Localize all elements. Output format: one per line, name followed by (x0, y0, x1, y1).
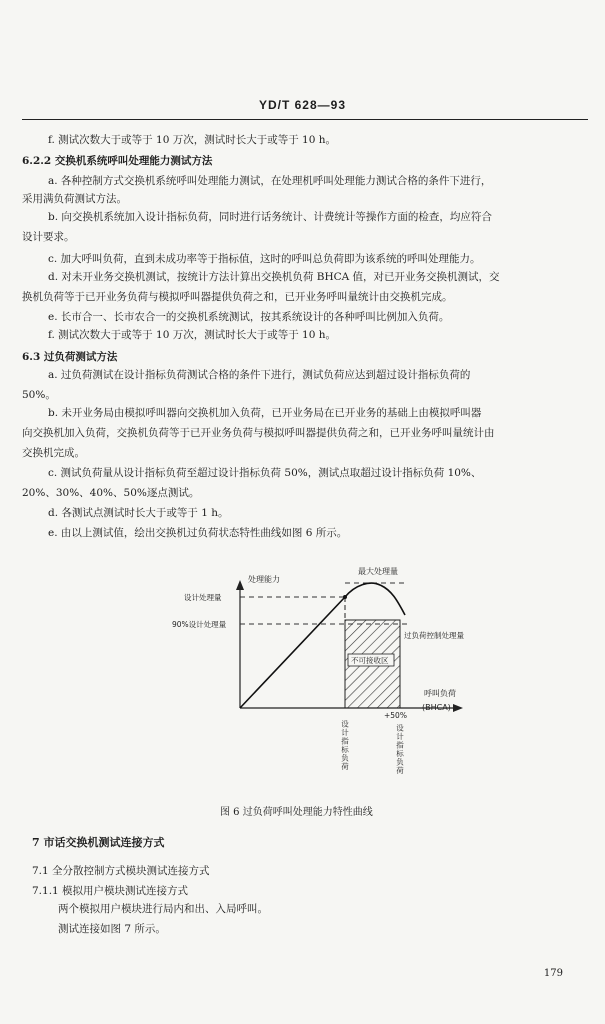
section-heading-7: 7 市话交换机测试连接方式 (32, 836, 165, 849)
para-line: 测试连接如图 7 所示。 (58, 923, 166, 935)
plus50-load-tick: 设计指标负荷 (395, 724, 405, 775)
design-load-tick: 设计指标负荷 (340, 720, 350, 771)
document-header: YD/T 628—93 (258, 98, 347, 112)
para-line: 向交换机加入负荷，交换机负荷等于已开业务负荷与模拟呼叫器提供负荷之和，已开业务呼叫量统计由 (22, 427, 495, 439)
y-axis-label: 处理能力 (248, 575, 280, 584)
y-axis-arrow-icon (236, 580, 244, 590)
para-line: 20%、30%、40%、50%逐点测试。 (22, 487, 200, 499)
section-heading-6-3: 6.3 过负荷测试方法 (22, 351, 118, 363)
para-line: 50%。 (22, 389, 56, 401)
para-line: 设计要求。 (22, 231, 75, 243)
region-label: 过负荷控制处理量 (404, 631, 464, 640)
para-line: c. 加大呼叫负荷，直到未成功率等于指标值，这时的呼叫总负荷即为该系统的呼叫处理能力。 (48, 253, 481, 265)
para-line: 换机负荷等于已开业务负荷与模拟呼叫器提供负荷之和，已开业务呼叫量统计由交换机完成。 (22, 291, 453, 303)
para-line: a. 各种控制方式交换机系统呼叫处理能力测试，在处理机呼叫处理能力测试合格的条件下进行， (48, 175, 492, 187)
x-axis-label: 呼叫负荷 (424, 689, 456, 698)
x-axis-unit: (BHCA) (422, 703, 451, 712)
x-axis-arrow-icon (453, 704, 463, 712)
para-line: b. 未开业务局由模拟呼叫器向交换机加入负荷，已开业务局在已开业务的基础上由模拟呼叫器 (48, 407, 482, 419)
para-line: c. 测试负荷量从设计指标负荷至超过设计指标负荷 50%，测试点取超过设计指标负荷 10%、 (48, 467, 482, 479)
figure-caption: 图 6 过负荷呼叫处理能力特性曲线 (220, 807, 373, 818)
para-line: b. 向交换机系统加入设计指标负荷，同时进行话务统计、计费统计等操作方面的检查，均应符合 (48, 211, 492, 223)
para-line: a. 过负荷测试在设计指标负荷测试合格的条件下进行，测试负荷应达到超过设计指标负荷的 (48, 369, 471, 381)
para-line: e. 由以上测试值，绘出交换机过负荷状态特性曲线如图 6 所示。 (48, 527, 348, 539)
section-heading-7-1: 7.1 全分散控制方式模块测试连接方式 (32, 865, 210, 877)
plus50-label: +50% (384, 711, 407, 720)
section-heading-7-1-1: 7.1.1 模拟用户模块测试连接方式 (32, 885, 189, 897)
design-label: 设计处理量 (184, 593, 222, 602)
para-line: 采用满负荷测试方法。 (22, 193, 127, 205)
header-rule (22, 119, 588, 120)
figure-6-diagram (0, 560, 605, 820)
para-line: 交换机完成。 (22, 447, 85, 459)
hatch-label: 不可接收区 (351, 656, 389, 665)
para-line: d. 各测试点测试时长大于或等于 1 h。 (48, 507, 229, 519)
section-heading-6-2-2: 6.2.2 交换机系统呼叫处理能力测试方法 (22, 155, 213, 167)
para-line: 两个模拟用户模块进行局内和出、入局呼叫。 (58, 903, 268, 915)
page-number: 179 (543, 968, 563, 979)
para-line: d. 对未开业务交换机测试，按统计方法计算出交换机负荷 BHCA 值，对已开业务交换机测试，交 (48, 271, 500, 283)
para-line: e. 长市合一、长市农合一的交换机系统测试，按其系统设计的各种呼叫比例加入负荷。 (48, 311, 450, 323)
para-line: f. 测试次数大于或等于 10 万次，测试时长大于或等于 10 h。 (48, 134, 337, 146)
ninety-label: 90%设计处理量 (172, 620, 227, 629)
para-line: f. 测试次数大于或等于 10 万次，测试时长大于或等于 10 h。 (48, 329, 337, 341)
design-point-marker (343, 595, 347, 599)
max-label: 最大处理量 (358, 567, 398, 576)
